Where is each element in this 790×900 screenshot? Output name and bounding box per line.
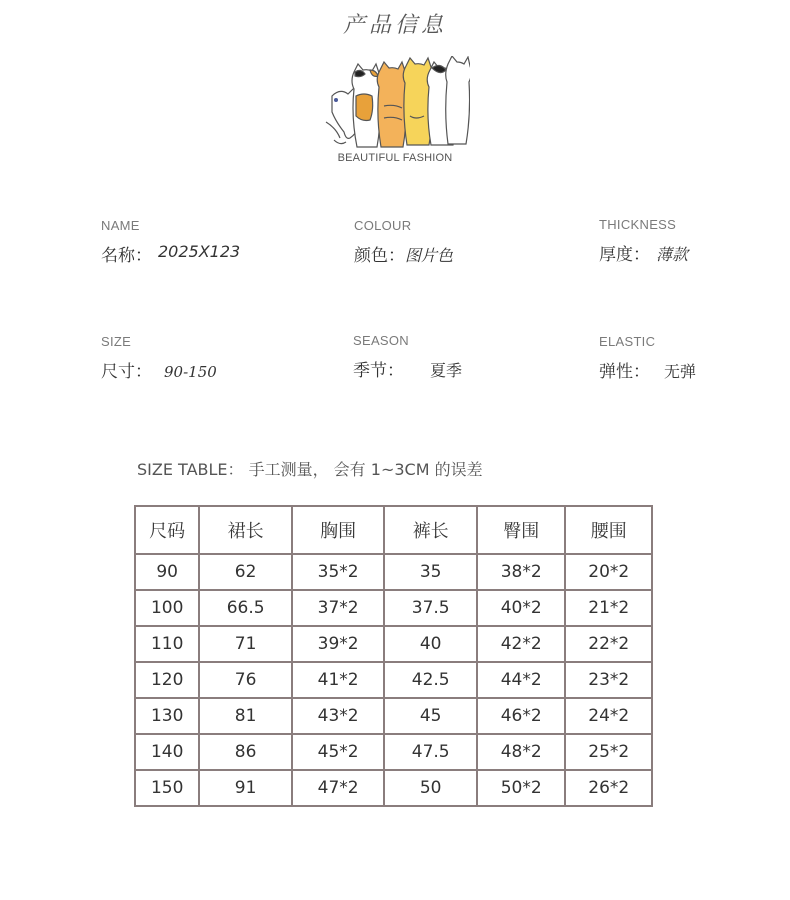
info-elastic <box>599 334 696 382</box>
table-cell: 40 <box>384 626 477 662</box>
table-cell: 24*2 <box>565 698 652 734</box>
info-name-value: 2025X123 <box>158 242 241 261</box>
table-cell: 41*2 <box>292 662 385 698</box>
table-cell: 71 <box>199 626 292 662</box>
page-title: 产品信息 <box>342 13 447 38</box>
info-name <box>101 218 240 266</box>
info-colour-en: COLOUR <box>354 218 412 233</box>
info-season <box>353 333 462 381</box>
info-size-label: 尺寸： <box>101 362 152 382</box>
table-cell: 37.5 <box>384 590 477 626</box>
info-elastic-en: ELASTIC <box>599 334 656 349</box>
table-cell: 35*2 <box>292 554 385 590</box>
info-season-en: SEASON <box>353 333 409 348</box>
size-table <box>134 505 653 807</box>
table-cell: 21*2 <box>565 590 652 626</box>
table-cell: 47.5 <box>384 734 477 770</box>
table-cell: 62 <box>199 554 292 590</box>
size-table-note: SIZE TABLE： 手工测量， 会有 1~3CM 的误差 <box>137 460 483 479</box>
size-table-header-row <box>135 506 652 554</box>
info-elastic-value: 无弹 <box>664 362 697 381</box>
table-cell: 37*2 <box>292 590 385 626</box>
table-cell: 50 <box>384 770 477 806</box>
info-colour-value: 图片色 <box>405 246 454 265</box>
table-cell: 130 <box>135 698 199 734</box>
table-row <box>135 626 652 662</box>
table-cell: 38*2 <box>477 554 566 590</box>
table-cell: 86 <box>199 734 292 770</box>
table-cell: 100 <box>135 590 199 626</box>
table-cell: 43*2 <box>292 698 385 734</box>
table-cell: 44*2 <box>477 662 566 698</box>
table-cell: 40*2 <box>477 590 566 626</box>
table-cell: 150 <box>135 770 199 806</box>
header-hip: 臀围 <box>477 506 566 554</box>
table-cell: 45*2 <box>292 734 385 770</box>
info-elastic-label: 弹性： <box>599 362 650 382</box>
table-row <box>135 698 652 734</box>
table-row <box>135 590 652 626</box>
table-cell: 50*2 <box>477 770 566 806</box>
table-cell: 46*2 <box>477 698 566 734</box>
table-cell: 25*2 <box>565 734 652 770</box>
info-season-value: 夏季 <box>430 361 463 380</box>
table-cell: 81 <box>199 698 292 734</box>
info-size-en: SIZE <box>101 334 132 349</box>
info-name-en: NAME <box>101 218 140 233</box>
brand-text: BEAUTIFUL FASHION <box>337 152 453 164</box>
header-skirt-length: 裙长 <box>199 506 292 554</box>
info-thickness-en: THICKNESS <box>599 217 677 232</box>
table-cell: 110 <box>135 626 199 662</box>
table-cell: 42*2 <box>477 626 566 662</box>
table-cell: 120 <box>135 662 199 698</box>
table-cell: 35 <box>384 554 477 590</box>
table-row <box>135 554 652 590</box>
info-thickness-value: 薄款 <box>656 245 689 264</box>
table-row <box>135 770 652 806</box>
table-cell: 42.5 <box>384 662 477 698</box>
info-colour <box>354 218 453 266</box>
table-cell: 90 <box>135 554 199 590</box>
table-cell: 26*2 <box>565 770 652 806</box>
table-cell: 39*2 <box>292 626 385 662</box>
table-cell: 47*2 <box>292 770 385 806</box>
table-cell: 140 <box>135 734 199 770</box>
header-pants-length: 裤长 <box>384 506 477 554</box>
table-cell: 22*2 <box>565 626 652 662</box>
table-cell: 20*2 <box>565 554 652 590</box>
table-row <box>135 734 652 770</box>
table-cell: 45 <box>384 698 477 734</box>
header-waist: 腰围 <box>565 506 652 554</box>
info-colour-label: 颜色： <box>354 246 405 266</box>
table-cell: 66.5 <box>199 590 292 626</box>
info-thickness-label: 厚度： <box>599 245 650 265</box>
table-cell: 76 <box>199 662 292 698</box>
info-size-value: 90-150 <box>164 363 217 381</box>
info-size <box>101 334 217 382</box>
table-cell: 23*2 <box>565 662 652 698</box>
info-thickness <box>599 217 688 265</box>
table-cell: 48*2 <box>477 734 566 770</box>
header-size: 尺码 <box>135 506 199 554</box>
table-row <box>135 662 652 698</box>
info-name-label: 名称： <box>101 246 152 266</box>
info-season-label: 季节： <box>353 361 404 381</box>
header-chest: 胸围 <box>292 506 385 554</box>
table-cell: 91 <box>199 770 292 806</box>
